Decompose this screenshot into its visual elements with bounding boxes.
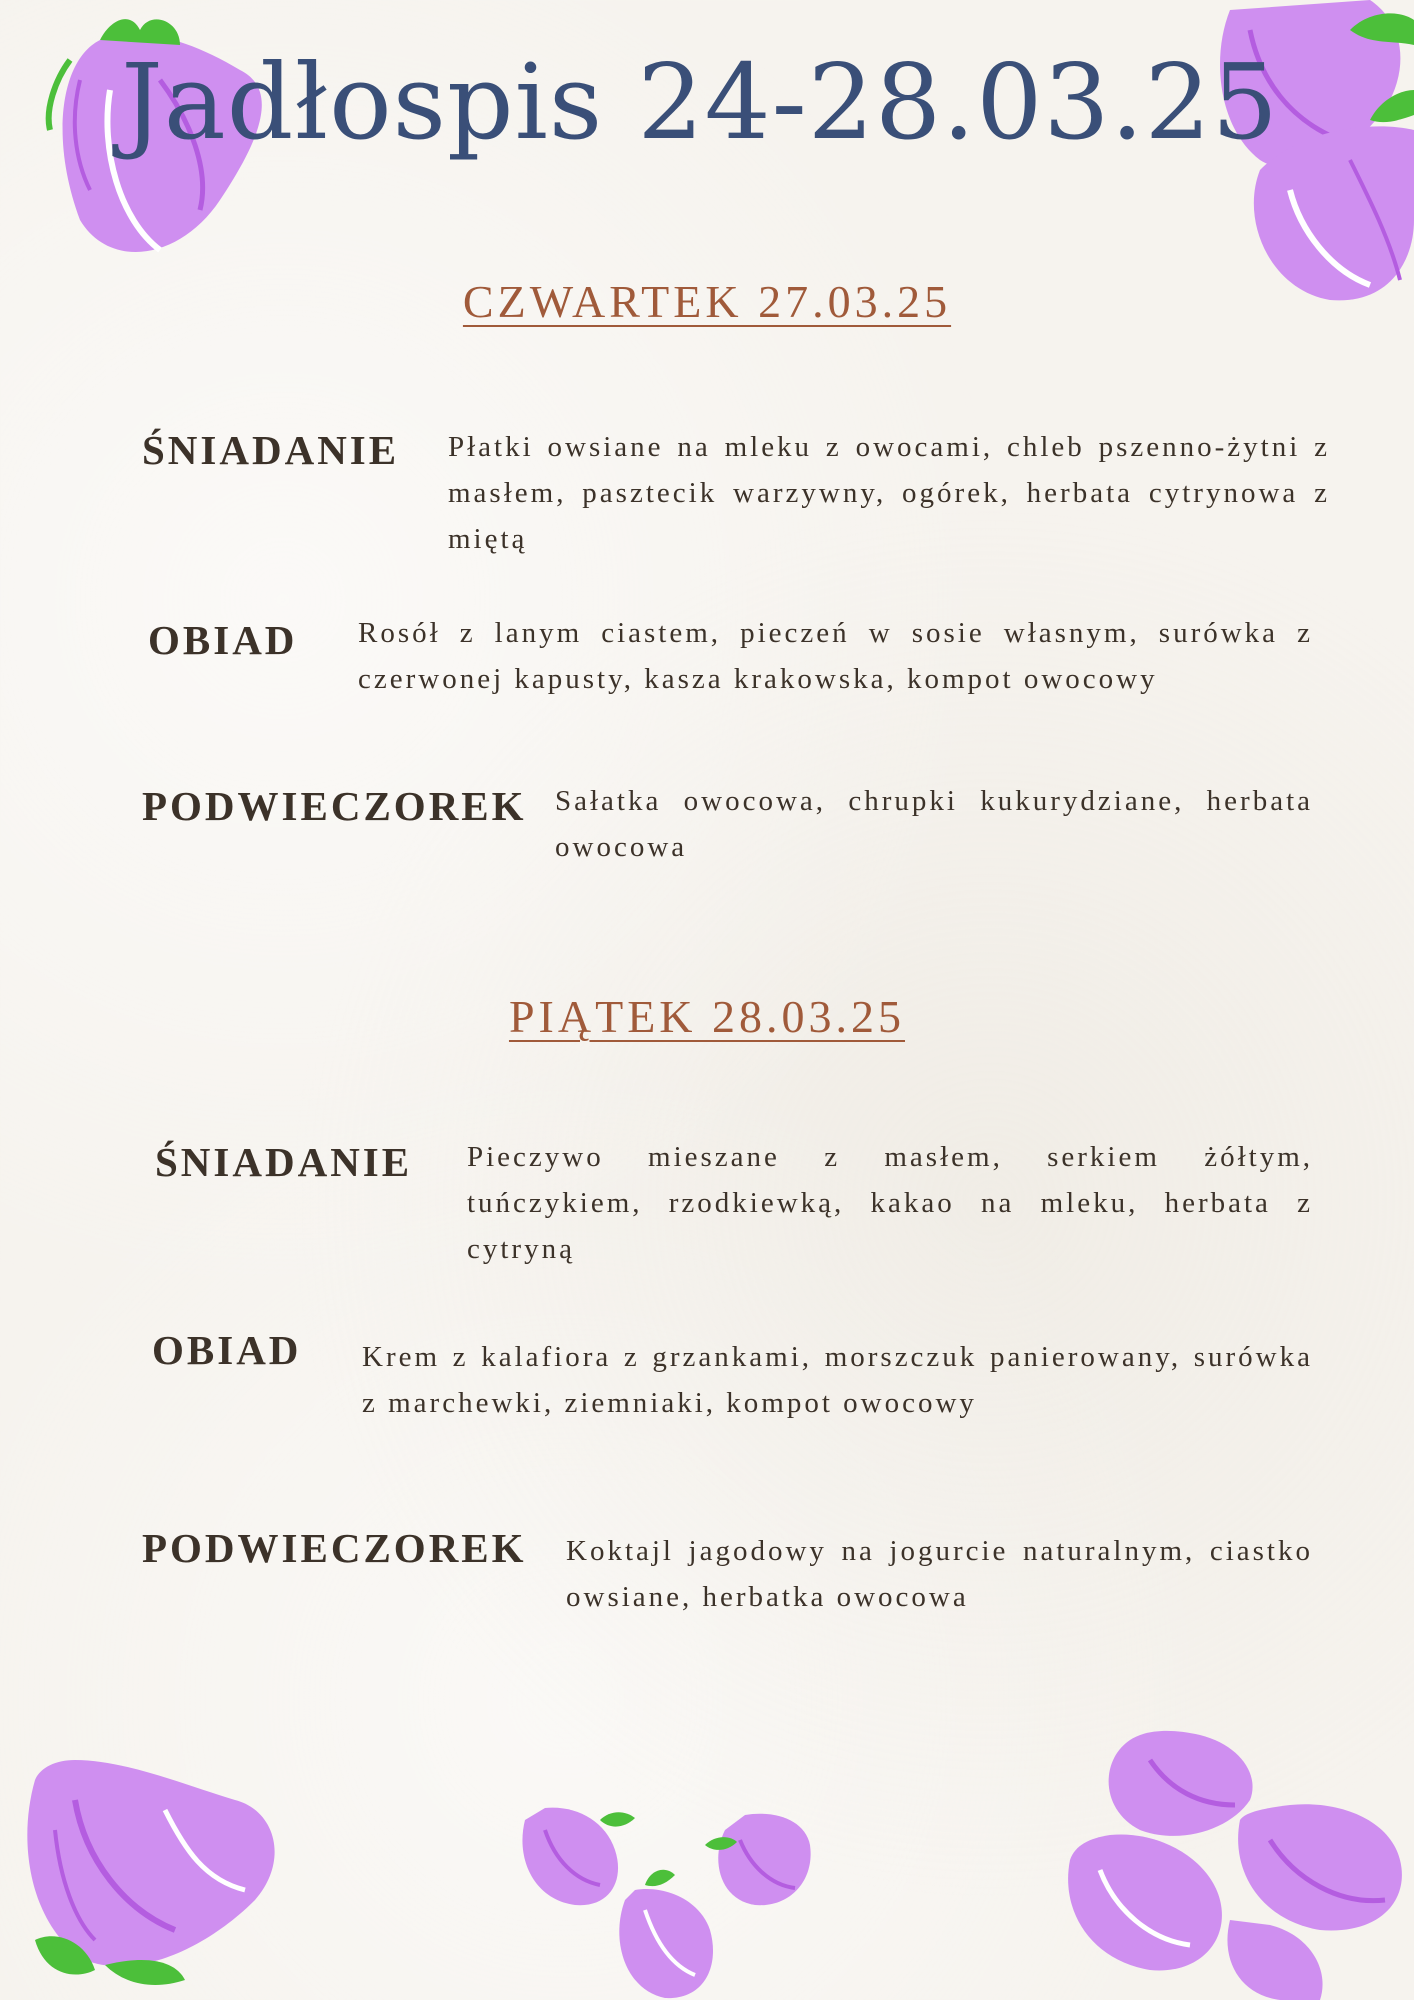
meal-label-lunch: OBIAD	[148, 617, 298, 663]
flower-bottom-left-decoration	[15, 1740, 285, 2000]
day-header-friday: PIĄTEK 28.03.25	[508, 991, 906, 1042]
meal-label-afternoon-snack: PODWIECZOREK	[142, 783, 527, 829]
meal-description-afternoon-snack: Sałatka owocowa, chrupki kukurydziane, herbata owocowa	[555, 785, 1313, 863]
page-title: Jadłospis 24-28.03.25	[121, 41, 1279, 163]
meal-label-lunch: OBIAD	[152, 1327, 302, 1373]
meal-description-breakfast: Pieczywo mieszane z masłem, serkiem żółtym, tuńczykiem, rzodkiewką, kakao na mleku, herbata z cytryną	[467, 1141, 1313, 1265]
meal-label-breakfast: ŚNIADANIE	[142, 427, 400, 473]
meal-description-lunch: Krem z kalafiora z grzankami, morszczuk panierowany, surówka z marchewki, ziemniaki, kompot owocowy	[362, 1341, 1313, 1419]
day-header-thursday: CZWARTEK 27.03.25	[462, 276, 952, 327]
flower-bottom-right-decoration	[1060, 1720, 1414, 2000]
meal-description-lunch: Rosół z lanym ciastem, pieczeń w sosie własnym, surówka z czerwonej kapusty, kasza krakowska, kompot owocowy	[358, 617, 1313, 695]
meal-description-afternoon-snack: Koktajl jagodowy na jogurcie naturalnym, ciastko owsiane, herbatka owocowa	[566, 1535, 1313, 1613]
meal-label-breakfast: ŚNIADANIE	[155, 1139, 413, 1185]
meal-label-afternoon-snack: PODWIECZOREK	[142, 1525, 527, 1571]
meal-description-breakfast: Płatki owsiane na mleku z owocami, chleb pszenno-żytni z masłem, pasztecik warzywny, ogórek, herbata cytrynowa z miętą	[448, 431, 1330, 555]
flower-bottom-center-decoration	[515, 1800, 825, 2000]
